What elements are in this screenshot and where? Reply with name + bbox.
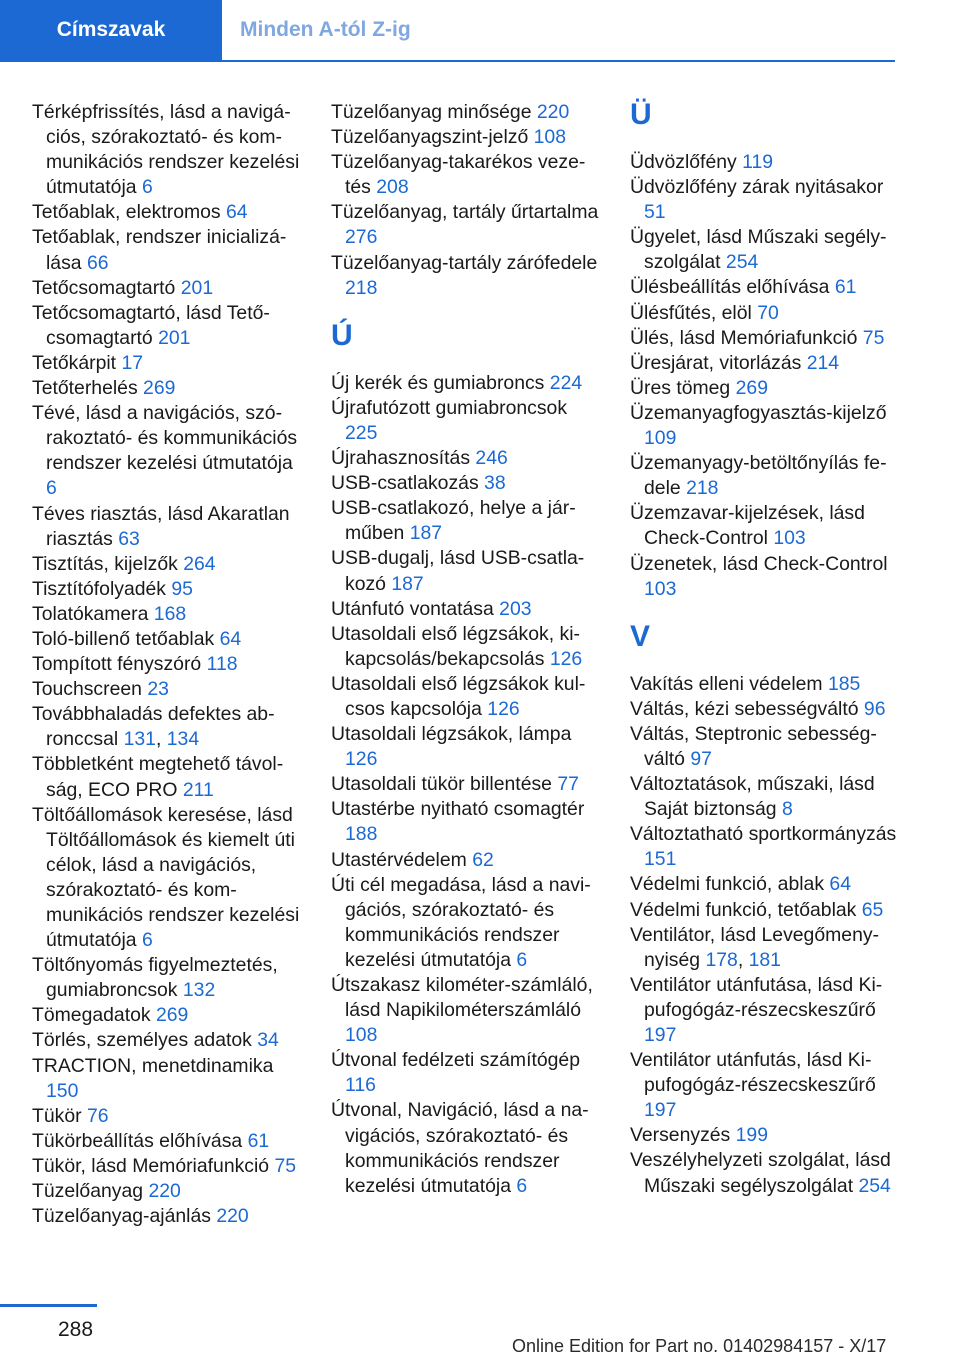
index-entry [630, 898, 900, 923]
index-entry-text: Újrafutózott gumiabroncsok [331, 396, 568, 419]
tab-all-a-to-z[interactable]: Minden A-tól Z-ig [240, 18, 411, 41]
page-link[interactable]: 51 [644, 201, 666, 224]
page-link[interactable]: 17 [121, 351, 144, 374]
index-entry-text: Változtatható sportkormányzás [630, 823, 897, 846]
page-number: 288 [58, 1318, 94, 1341]
index-entry [331, 125, 601, 150]
page-link[interactable]: 103 [773, 527, 806, 550]
index-entry [32, 200, 302, 225]
index-entry [331, 251, 601, 301]
index-entry-text: Üdvözlőfény [630, 151, 737, 173]
index-entry-text: Utastérbe nyitható csomagtér [331, 798, 585, 821]
page-link[interactable]: 6 [141, 176, 153, 199]
page-link[interactable]: 8 [781, 798, 793, 821]
page-link[interactable]: 108 [345, 1024, 378, 1047]
page-link[interactable]: 185 [827, 672, 861, 695]
index-entry [331, 772, 601, 797]
page-link[interactable]: 6 [516, 1174, 528, 1197]
index-entry-text: Tetőkárpit [32, 351, 117, 374]
index-entry [32, 1104, 302, 1129]
index-entry-text: Váltás, kézi sebességváltó [630, 697, 859, 720]
page-link[interactable]: 34 [257, 1029, 279, 1052]
page-link[interactable]: 276 [345, 226, 378, 249]
page-link[interactable]: 64 [226, 201, 248, 224]
index-entry [630, 1048, 900, 1123]
page-link[interactable]: 168 [153, 602, 187, 625]
index-entry-text: Tisztítás, kijelzők [32, 552, 178, 575]
index-entry-text: Üzemanyagy-betöltőnyílás fedele [630, 452, 887, 500]
index-entry-text: Tetőablak, elektromos [32, 201, 221, 224]
index-list-3a [630, 150, 900, 602]
page-link[interactable]: 97 [690, 747, 712, 770]
index-entry [630, 872, 900, 897]
index-entry-text: Váltás, Steptronic sebességváltó [630, 722, 877, 770]
index-entry-text: USB-csatlakozás [331, 472, 479, 495]
index-entry [630, 822, 900, 872]
index-entry [630, 973, 900, 1048]
index-entry [630, 301, 900, 326]
index-column-3 [630, 100, 900, 1199]
index-entry-text: Ventilátor, lásd Levegőmenynyiség [630, 923, 880, 971]
index-entry [331, 371, 601, 396]
index-entry [32, 552, 302, 577]
page-link[interactable]: 254 [858, 1174, 891, 1197]
page-link[interactable]: 188 [345, 823, 378, 846]
page-link[interactable]: 197 [644, 1024, 677, 1046]
page-link[interactable]: 62 [472, 848, 494, 871]
index-entry-text: Versenyzés [630, 1124, 731, 1147]
index-entry [331, 150, 601, 200]
index-entry-text: Töltőnyomás figyelmeztetés, gumiabroncsok [32, 954, 278, 1002]
index-entry-text: Védelmi funkció, tetőablak [630, 898, 857, 921]
index-entry [331, 873, 601, 973]
index-entry-text: Vakítás elleni védelem [630, 672, 823, 695]
index-entry-text: Tüzelőanyag minősége [331, 101, 532, 123]
index-entry-text: Utasoldali tükör billentése [331, 773, 552, 796]
index-entry-text: Tüzelőanyag-takarékos vezetés [331, 151, 586, 199]
index-entry-text: TRACTION, menetdinamika [32, 1054, 274, 1077]
index-entry [32, 1154, 302, 1179]
page-link[interactable]: 201 [158, 326, 191, 349]
index-list-2b [331, 371, 601, 1199]
index-entry-text: Tükörbeállítás előhívása [32, 1129, 243, 1152]
page-link[interactable]: 211 [182, 778, 214, 801]
index-entry [32, 301, 302, 351]
index-entry-text: Tetőterhelés [32, 377, 138, 400]
index-entry [32, 752, 302, 802]
page-link[interactable]: 218 [345, 276, 378, 299]
page-link[interactable]: 178 [705, 948, 738, 971]
index-entry [32, 1054, 302, 1104]
index-entry [331, 973, 601, 1048]
index-entry-text: Tükör, lásd Memóriafunkció [32, 1154, 270, 1177]
index-entry [32, 276, 302, 301]
index-entry [331, 622, 601, 672]
index-entry [630, 401, 900, 451]
tab-bar [0, 0, 895, 62]
page-link[interactable]: 23 [147, 678, 169, 701]
index-entry-text: Ventilátor utánfutása, lásd Kipufogógáz-részecskeszűrő [630, 973, 883, 1021]
index-entry-text: Útvonal, Navigáció, lásd a navigációs, szórakoztató- és kommunikációs rendszer kezelési útmutatója [331, 1099, 589, 1197]
page-link[interactable]: 64 [829, 873, 851, 896]
index-entry [630, 697, 900, 722]
section-letter: V [630, 619, 651, 653]
page-link[interactable]: 126 [345, 748, 378, 771]
index-entry [630, 175, 900, 225]
index-entry-text: Többletként megtehető távolság, ECO PRO [32, 753, 284, 801]
page-link[interactable]: 66 [86, 251, 109, 274]
index-entry [331, 848, 601, 873]
index-entry [630, 451, 900, 501]
index-entry [630, 326, 900, 351]
index-entry-text: Üresjárat, vitorlázás [630, 351, 802, 374]
index-entry-text: Tömegadatok [32, 1004, 151, 1027]
index-entry-text: Üzemzavar-kijelzések, lásd Check-Control [630, 502, 865, 550]
index-entry-text: Tetőcsomagtartó [32, 276, 176, 299]
page-link[interactable]: 61 [834, 276, 857, 299]
index-entry [331, 672, 601, 722]
index-entry-text: Változtatások, műszaki, lásd Saját biztonság [630, 773, 875, 821]
index-entry [630, 1148, 900, 1198]
index-column-2 [331, 100, 601, 1199]
index-entry [630, 275, 900, 300]
index-entry-text: Újrahasznosítás [331, 447, 471, 470]
page-link[interactable]: 76 [86, 1104, 109, 1127]
index-entry-text: Törlés, személyes adatok [32, 1029, 252, 1052]
index-entry [32, 1028, 302, 1053]
page-link[interactable]: 269 [735, 376, 768, 399]
page-link[interactable]: 220 [216, 1205, 249, 1228]
index-entry [630, 552, 900, 602]
index-entry-text: Védelmi funkció, ablak [630, 873, 825, 896]
page-link[interactable]: 108 [533, 126, 566, 149]
page-link[interactable]: 187 [391, 572, 424, 595]
index-entry [331, 1048, 601, 1098]
page-link[interactable]: 269 [143, 377, 176, 400]
tab-keywords[interactable]: Címszavak [0, 0, 222, 60]
index-entry [331, 100, 601, 125]
page-link[interactable]: 269 [155, 1004, 189, 1027]
index-entry [32, 803, 302, 954]
index-entry-text: Ülésbeállítás előhívása [630, 276, 830, 299]
page-link[interactable]: 150 [46, 1079, 79, 1102]
index-entry-text: Tüzelőanyag-ajánlás [32, 1205, 211, 1228]
index-entry [331, 722, 601, 772]
index-entry [630, 672, 900, 697]
page-link[interactable]: 75 [862, 326, 885, 349]
index-entry-text: Utasoldali első légzsákok, kikapcsolás/bekapcsolás [331, 622, 580, 670]
page-link[interactable]: 61 [247, 1129, 270, 1152]
index-entry-text: Toló-billenő tetőablak [32, 627, 215, 650]
index-entry-text: Útszakasz kilométer-számláló, lásd Napikilométerszámláló [331, 974, 593, 1022]
page-link[interactable]: 126 [549, 647, 583, 670]
page-link[interactable]: 199 [735, 1124, 768, 1147]
index-entry [32, 577, 302, 602]
index-entry [331, 200, 601, 250]
index-entry-text: Utastérvédelem [331, 848, 467, 871]
index-entry [331, 546, 601, 596]
index-entry-text: Új kerék és gumiabroncs [331, 371, 545, 394]
section-letter: Ü [630, 98, 652, 131]
index-entry [630, 225, 900, 275]
page-link[interactable]: 6 [46, 477, 57, 500]
index-entry-text: Tükör [32, 1104, 82, 1127]
index-entry-text: USB-dugalj, lásd USB-csatlakozó [331, 547, 585, 595]
edition-note: Online Edition for Part no. 01402984157 - X/17 [512, 1336, 887, 1356]
page-link[interactable]: 126 [487, 697, 520, 720]
index-entry-text: Utánfutó vontatása [331, 597, 494, 620]
index-entry [32, 677, 302, 702]
index-entry [32, 1129, 302, 1154]
page-link[interactable]: 264 [183, 552, 216, 575]
page-link[interactable]: 220 [536, 101, 570, 123]
page-link[interactable]: 224 [549, 371, 583, 394]
index-entry-text: Tévé, lásd a navigációs, szórakoztató- és kommunikációs rendszer kezelési útmutatója [32, 402, 298, 475]
index-list-3b [630, 672, 900, 1199]
page-link[interactable]: 131 [123, 728, 156, 751]
index-entry-text: Utasoldali első légzsákok kulcsos kapcsolója [331, 672, 586, 720]
index-entry-text: Touchscreen [32, 678, 142, 701]
page-link[interactable]: 134 [166, 728, 200, 751]
page-link[interactable]: 96 [863, 697, 886, 720]
index-entry [32, 1003, 302, 1028]
index-column-1 [32, 100, 302, 1229]
index-entry [32, 1179, 302, 1204]
index-entry-text: Téves riasztás, lásd Akaratlan riasztás [32, 502, 290, 550]
index-entry-text: Úti cél megadása, lásd a navigációs, szórakoztató- és kommunikációs rendszer kezelési útmutatója [331, 873, 591, 971]
page-link[interactable]: 132 [182, 979, 216, 1002]
page-link[interactable]: 151 [644, 848, 677, 871]
index-entry-text: USB-csatlakozó, helye a járműben [331, 497, 576, 545]
page-link[interactable]: 95 [171, 577, 193, 600]
index-entry [32, 502, 302, 552]
index-entry-text: Tüzelőanyag-tartály zárófedele [331, 251, 598, 274]
index-entry [32, 376, 302, 401]
index-entry [331, 396, 601, 446]
index-entry-text: Tolatókamera [32, 602, 149, 625]
index-entry [32, 1204, 302, 1229]
index-entry-text: Tüzelőanyag, tartály űrtartalma [331, 201, 599, 224]
page-link[interactable]: 187 [409, 522, 443, 545]
index-entry-text: Tüzelőanyagszint-jelző [331, 126, 529, 149]
index-entry [630, 376, 900, 401]
page-link[interactable]: 75 [274, 1154, 297, 1177]
index-entry: Továbbhaladás defektes abronccsal 131, 134 [32, 703, 275, 751]
index-entry [630, 1123, 900, 1148]
index-entry [630, 150, 900, 175]
index-entry [32, 953, 302, 1003]
page-link[interactable]: 64 [219, 627, 242, 650]
page-link[interactable]: 70 [757, 301, 779, 324]
page-link[interactable]: 220 [148, 1180, 181, 1203]
page-link[interactable]: 203 [499, 597, 532, 620]
index-entry [630, 722, 900, 772]
index-entry-text: Tetőcsomagtartó, lásd Tetőcsomagtartó [32, 301, 270, 349]
index-entry [331, 446, 601, 471]
index-entry [32, 225, 302, 275]
index-entry-text: Üdvözlőfény zárak nyitásakor [630, 176, 884, 199]
page-link[interactable]: 116 [345, 1074, 376, 1097]
index-entry-text: Üzemanyagfogyasztás-kijelző [630, 401, 887, 424]
index-entry-text: Tompított fényszóró [32, 653, 202, 676]
page-link[interactable]: 181 [748, 948, 781, 971]
index-entry [32, 627, 302, 652]
page-link[interactable]: 65 [861, 898, 884, 921]
index-entry [32, 351, 302, 376]
index-entry: Ventilátor, lásd Levegőmenynyiség 178, 181 [630, 923, 880, 971]
index-list-2a [331, 100, 601, 301]
index-entry [32, 602, 302, 627]
index-entry-text: Térképfrissítés, lásd a navigációs, szórakoztató- és kommunikációs rendszer kezelési útmutatója [32, 101, 300, 199]
index-entry-text: Tetőablak, rendszer inicializálása [32, 226, 287, 274]
index-entry-text: Veszélyhelyzeti szolgálat, lásd Műszaki segélyszolgálat [630, 1149, 891, 1197]
page-link[interactable]: 208 [376, 176, 409, 199]
index-entry [32, 401, 302, 501]
index-entry-text: Tisztítófolyadék [32, 577, 166, 600]
index-entry [32, 100, 302, 200]
index-entry-text: Utasoldali légzsákok, lámpa [331, 723, 572, 746]
index-entry [32, 652, 302, 677]
page-link[interactable]: 254 [725, 251, 759, 274]
page-link[interactable]: 6 [516, 948, 528, 971]
index-entry-text: Tüzelőanyag [32, 1180, 144, 1203]
section-letter: Ú [331, 318, 353, 352]
index-entry-text: Töltőállomások keresése, lásd Töltőállomások és kiemelt úti célok, lásd a navigációs, szórakoztató- és kommunikációs rendszer kezelési útmutatója [32, 803, 300, 952]
page-link[interactable]: 246 [475, 447, 508, 470]
index-entry [331, 597, 601, 622]
index-entry-text: Továbbhaladás defektes abronccsal [32, 703, 275, 751]
page-link[interactable]: 77 [557, 773, 579, 796]
page-link[interactable]: 103 [644, 577, 677, 600]
index-entry [630, 501, 900, 551]
page-link[interactable]: 201 [180, 276, 214, 299]
index-entry [331, 797, 601, 847]
page-link[interactable]: 214 [806, 351, 840, 374]
index-entry-text: Üres tömeg [630, 376, 731, 399]
index-entry-text: Útvonal fedélzeti számítógép [331, 1049, 580, 1072]
page-link[interactable]: 218 [686, 477, 719, 500]
index-entry-text: Ügyelet, lásd Műszaki segélyszolgálat [630, 226, 887, 274]
page-link[interactable]: 197 [644, 1099, 677, 1122]
index-entry-text: Ülésfűtés, elöl [630, 301, 752, 324]
index-entry [630, 772, 900, 822]
index-entry [331, 496, 601, 546]
index-entry-text: Ventilátor utánfutás, lásd Kipufogógáz-részecskeszűrő [630, 1049, 876, 1097]
page-link[interactable]: 38 [484, 472, 506, 495]
page-link[interactable]: 6 [141, 929, 153, 952]
index-entry-text: Ülés, lásd Memóriafunkció [630, 326, 858, 349]
page-link[interactable]: 109 [644, 427, 677, 450]
index-entry-text: Üzenetek, lásd Check-Control [630, 552, 888, 575]
page-link[interactable]: 119 [742, 151, 774, 173]
page-link[interactable]: 225 [345, 421, 378, 444]
page-link[interactable]: 118 [206, 653, 238, 676]
page-link[interactable]: 63 [118, 527, 140, 550]
index-entry [331, 471, 601, 496]
footer-rule [0, 1304, 97, 1307]
index-entry [331, 1098, 601, 1198]
index-entry [630, 351, 900, 376]
